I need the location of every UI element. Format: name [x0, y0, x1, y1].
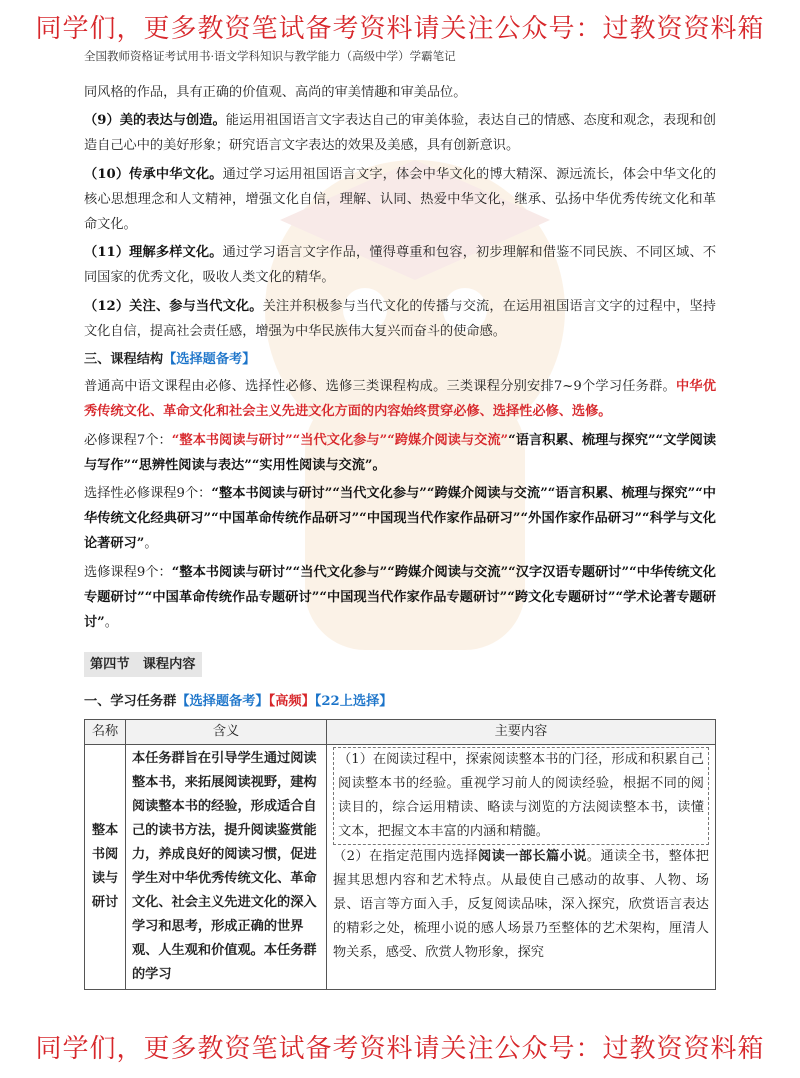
required-courses — [84, 428, 716, 478]
elective-end: 。 — [104, 615, 118, 631]
promo-banner-top: 同学们，更多教资笔试备考资料请关注公众号：过教资资料箱 — [35, 14, 765, 44]
header-content: 主要内容 — [327, 719, 716, 744]
content-item-2-lead: （2）在指定范围内选择 — [333, 848, 478, 864]
cell-meaning: 本任务群旨在引导学生通过阅读整本书，来拓展阅读视野，建构阅读整本书的经验，形成适合自己的读书方法，提升阅读鉴赏能力，养成良好的阅读习惯，促进学生对中华优秀传统文化、革命文化、社会主义先进文化的深入学习和思考，形成正确的世界观、人生观和价值观。本任务群的学习 — [126, 744, 327, 989]
elective-required-list: “整本书阅读与研讨”“当代文化参与”“跨媒介阅读与交流”“语言积累、梳理与探究”“中华传统文化经典研习”“中国革命传统作品研习”“中国现当代作家作品研习”“外国作家作品研习”“科学与文化论著研习” — [84, 486, 716, 552]
tag-choice: 【选择题备考】 — [176, 694, 269, 710]
section-title: 第四节 课程内容 — [84, 652, 202, 677]
exam-tag: 【选择题备考】 — [163, 352, 256, 368]
elective-courses — [84, 560, 716, 636]
item-12-body: 关注并积极参与当代文化的传播与交流，在运用祖国语言文字的过程中，坚持文化自信，提高社会责任感，增强为中华民族伟大复兴而奋斗的使命感。 — [84, 298, 716, 339]
paragraph-item-12 — [84, 294, 716, 344]
content-item-1: （1）在阅读过程中，探索阅读整本书的门径，形成和积累自己阅读整本书的经验。重视学习前人的阅读经验，根据不同的阅读目的，综合运用精读、略读与浏览的方法阅读整本书，读懂文本，把握文本丰富的内涵和精髓。 — [333, 747, 709, 845]
content-item-2-bold: 阅读一部长篇小说 — [477, 848, 587, 864]
elective-required-lead: 选择性必修课程9个： — [84, 486, 212, 502]
item-9-body: 能运用祖国语言文字表达自己的审美体验，表达自己的情感、态度和观念，表现和创造自己心中的美好形象；研究语言文字表达的效果及美感，具有创新意识。 — [84, 113, 716, 154]
structure-intro — [84, 374, 716, 424]
table-header-row — [85, 719, 716, 744]
elective-lead: 选修课程9个： — [84, 564, 172, 580]
structure-intro-text: 普通高中语文课程由必修、选择性必修、选修三类课程构成。三类课程分别安排7~9个学习任务群。 — [84, 379, 676, 395]
table-row — [85, 744, 716, 989]
cell-name: 整本书阅读与研讨 — [85, 744, 126, 989]
course-structure-title: 三、课程结构 — [84, 352, 164, 368]
page-content — [84, 80, 716, 990]
content-item-2-rest: 。通读全书，整体把握其思想内容和艺术特点。从最使自己感动的故事、人物、场景、语言等方面入手，反复阅读品味，深入探究，欣赏语言表达的精彩之处，梳理小说的感人场景乃至整体的艺术架构，厘清人物关系，感受、欣赏人物形象，探究 — [333, 848, 709, 960]
required-highlight: “整本书阅读与研讨”“当代文化参与”“跨媒介阅读与交流” — [171, 432, 509, 448]
required-lead: 必修课程7个： — [84, 432, 172, 448]
elective-list: “整本书阅读与研讨”“当代文化参与”“跨媒介阅读与交流”“汉字汉语专题研讨”“中华传统文化专题研讨”“中国革命传统作品专题研讨”“中国现当代作家作品专题研讨”“跨文化专题研讨”“学术论著专题研讨” — [84, 564, 716, 631]
tag-frequent: 【高频】 — [268, 694, 315, 710]
header-meaning: 含义 — [126, 719, 327, 744]
header-name: 名称 — [85, 719, 126, 744]
course-structure-heading — [84, 347, 716, 372]
item-12-heading: （12）关注、参与当代文化。 — [84, 298, 263, 314]
required-rest: “语言积累、梳理与探究”“文学阅读与写作”“思辨性阅读与表达”“实用性阅读与交流”。 — [84, 432, 716, 473]
item-11-body: 通过学习语言文字作品，懂得尊重和包容，初步理解和借鉴不同民族、不同区域、不同国家的优秀文化，吸收人类文化的精华。 — [84, 245, 717, 286]
item-11-heading: （11）理解多样文化。 — [84, 245, 223, 261]
task-group-title: 一、学习任务群 — [84, 694, 177, 710]
item-9-heading: （9）美的表达与创造。 — [84, 113, 226, 129]
task-group-heading — [84, 689, 716, 714]
cell-content — [327, 744, 716, 989]
paragraph-item-11 — [84, 240, 716, 290]
paragraph-item-9 — [84, 108, 716, 158]
paragraph-continuation: 同风格的作品，具有正确的价值观、高尚的审美情趣和审美品位。 — [84, 85, 467, 100]
elective-required-courses — [84, 481, 716, 557]
item-10-body: 通过学习运用祖国语言文字，体会中华文化的博大精深、源远流长，体会中华文化的核心思想理念和人文精神，增强文化自信，理解、认同、热爱中华文化，继承、弘扬中华优秀传统文化和革命文化。 — [84, 166, 717, 233]
book-subtitle: 全国教师资格证考试用书·语文学科知识与教学能力（高级中学）学霸笔记 — [84, 49, 456, 63]
item-10-heading: （10）传承中华文化。 — [84, 166, 223, 182]
elective-required-end: 。 — [144, 536, 158, 552]
promo-banner-bottom: 同学们，更多教资笔试备考资料请关注公众号：过教资资料箱 — [35, 1034, 765, 1064]
tag-exam-year: 【22上选择】 — [314, 694, 393, 710]
task-group-table — [84, 719, 716, 990]
paragraph-item-10 — [84, 162, 716, 238]
structure-intro-highlight: 中华优秀传统文化、革命文化和社会主义先进文化方面的内容始终贯穿必修、选择性必修、选修。 — [84, 379, 717, 420]
content-item-2 — [333, 845, 709, 965]
